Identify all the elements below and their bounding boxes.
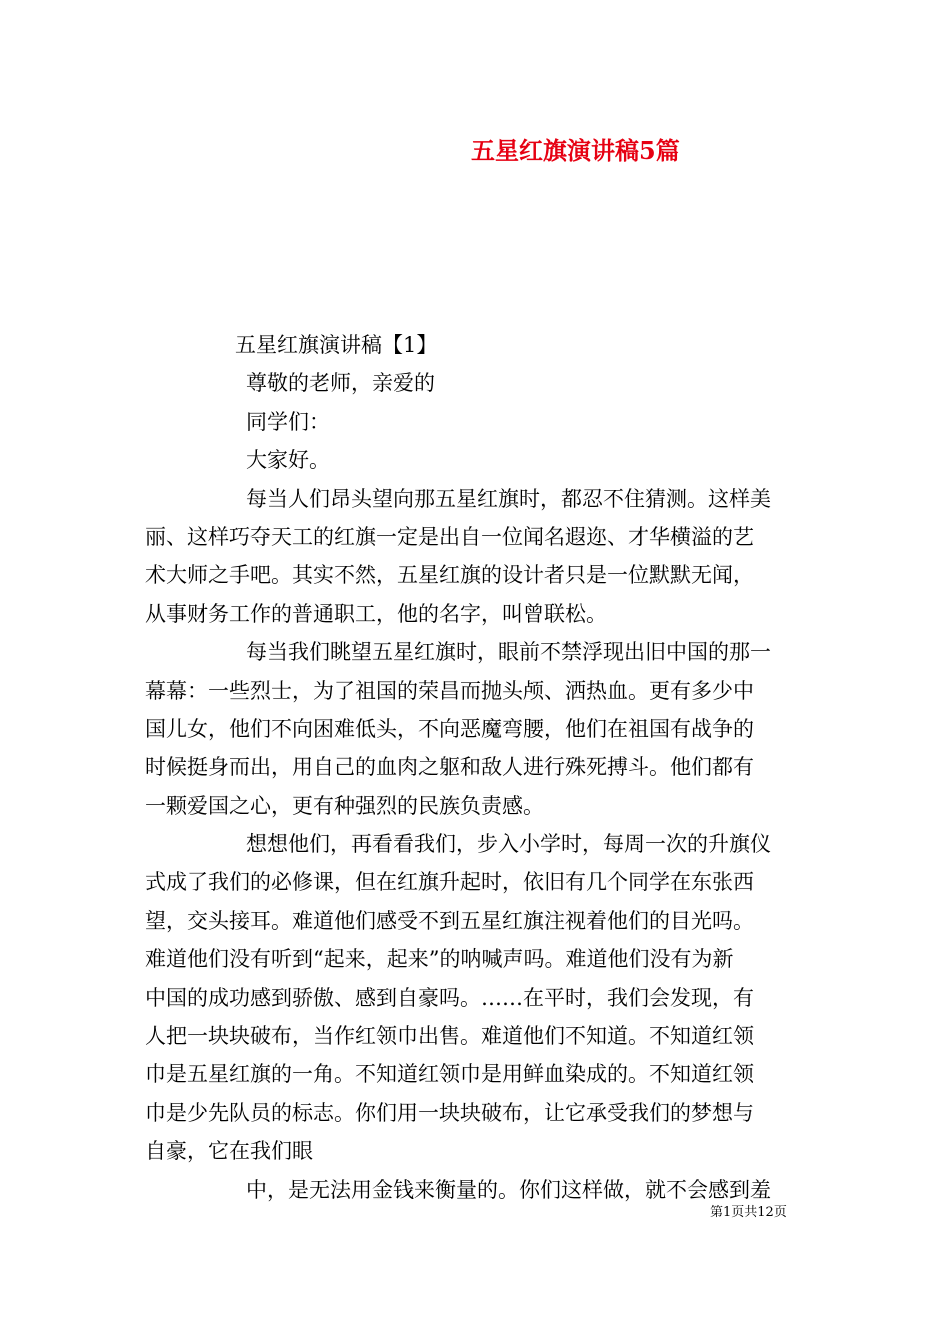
text-line: 人把一块块破布，当作红领巾出售。难道他们不知道。不知道红领: [145, 1024, 754, 1049]
page-footer: 第1页共12页: [710, 1205, 787, 1220]
text-line: 每当我们眺望五星红旗时，眼前不禁浮现出旧中国的那一: [246, 640, 771, 665]
section-heading: 五星红旗演讲稿【1】: [235, 333, 438, 357]
greeting-line: 大家好。: [246, 448, 330, 473]
document-title: 五星红旗演讲稿5篇: [471, 136, 680, 165]
text-line: 巾是少先队员的标志。你们用一块块破布，让它承受我们的梦想与: [145, 1100, 754, 1125]
paragraph-3: [145, 825, 809, 1171]
text-line: 从事财务工作的普通职工，他的名字，叫曾联松。: [145, 601, 607, 626]
document-body: [145, 326, 809, 1209]
text-line: 巾是五星红旗的一角。不知道红领巾是用鲜血染成的。不知道红领: [145, 1062, 754, 1087]
text-line: 望，交头接耳。难道他们感受不到五星红旗注视着他们的目光吗。: [145, 908, 754, 933]
text-line: 国儿女，他们不向困难低头，不向恶魔弯腰，他们在祖国有战争的: [145, 716, 754, 741]
text-line: 时候挺身而出，用自己的血肉之躯和敌人进行殊死搏斗。他们都有: [145, 755, 754, 780]
text-line: 术大师之手吧。其实不然，五星红旗的设计者只是一位默默无闻，: [145, 563, 754, 588]
paragraph-2: [145, 633, 809, 825]
greeting-line: 同学们：: [246, 409, 330, 434]
text-line: 丽、这样巧夺天工的红旗一定是出自一位闻名遐迩、才华横溢的艺: [145, 524, 754, 549]
text-line: 想想他们，再看看我们，步入小学时，每周一次的升旗仪: [246, 832, 771, 857]
text-line: 幕幕：一些烈士，为了祖国的荣昌而抛头颅、洒热血。更有多少中: [145, 678, 754, 703]
text-line: 中，是无法用金钱来衡量的。你们这样做，就不会感到羞: [246, 1177, 771, 1202]
text-line: 一颗爱国之心，更有种强烈的民族负责感。: [145, 793, 544, 818]
text-line: 每当人们昂头望向那五星红旗时，都忍不住猜测。这样美: [246, 486, 771, 511]
text-line: 难道他们没有听到“起来，起来”的呐喊声吗。难道他们没有为新: [145, 947, 734, 972]
text-line: 自豪，它在我们眼: [145, 1139, 313, 1164]
text-line: 式成了我们的必修课，但在红旗升起时，依旧有几个同学在东张西: [145, 870, 754, 895]
paragraph-1: [145, 480, 809, 634]
text-line: 中国的成功感到骄傲、感到自豪吗。……在平时，我们会发现，有: [145, 985, 754, 1010]
greeting-line: 尊敬的老师，亲爱的: [246, 371, 435, 396]
